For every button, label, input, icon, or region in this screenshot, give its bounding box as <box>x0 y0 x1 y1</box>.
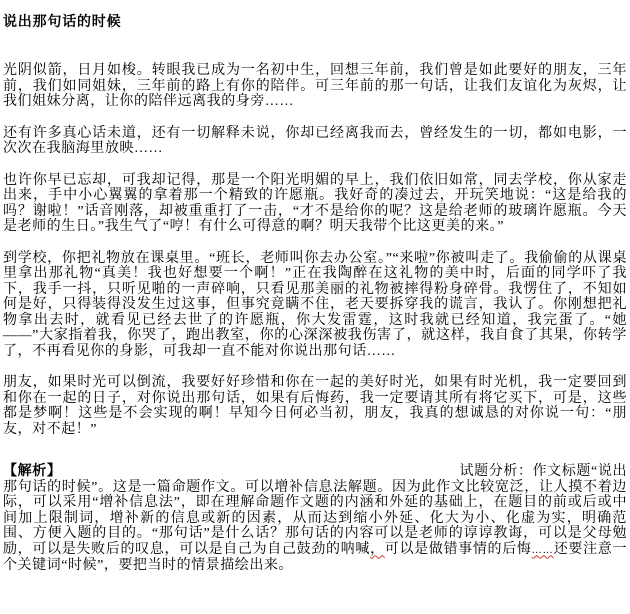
essay-paragraph-2: 还有许多真心话未道，还有一切解释未说，你却已经离我而去，曾经发生的一切，都如电影，一次次在我脑海里放映…… <box>3 125 627 156</box>
essay-paragraph-3: 也许你早已忘却，可我却记得，那是一个阳光明媚的早上，我们依旧如常，同去学校，你从家走出来，手中小心翼翼的拿着那一个精致的许愿瓶。我好奇的凑过去，开玩笑地说：“这是给我的吗？谢啦！”话音刚落，却被重重打了一击，“才不是给你的呢？这是给老师的玻璃许愿瓶。今天是老师的生日。”我生气了“哼！有什么可得意的啊？明天我带个比这更美的来。” <box>3 172 627 234</box>
analysis-spacer <box>61 474 459 475</box>
essay-paragraph-4: 到学校，你把礼物放在课桌里。“班长，老师叫你去办公室。”“来啦”你被叫走了。我偷偷的从课桌里拿出那礼物“真美！我也好想要一个啊！”正在我陶醉在这礼物的美中时，后面的同学吓了我下，我手一抖，只听见啪的一声碎响，只看见那美丽的礼物被摔得粉身碎骨。我愣住了，不知如何是好，只得装得没发生过这事，但事究竟瞒不住，老天要拆穿我的谎言，我认了。你刚想把礼物拿出去时，就看见已经去世了的许愿瓶，你大发雷霆，这时我就已经知道，我完蛋了。“她——”大家指着我，你哭了，跑出教室，你的心深深被我伤害了，就这样，我自食了其果，你转学了，不再看见你的身影，可我却一直不能对你说出那句话…… <box>3 250 627 359</box>
analysis-marked-comma: ， <box>370 541 385 557</box>
analysis-label: 【解析】 <box>3 464 62 479</box>
essay-paragraph-1: 光阴似箭，日月如梭。转眼我已成为一名初中生，回想三年前，我们曾是如此要好的朋友，三年前，我们如同姐妹，三年前的路上有你的陪伴。可三年前的那一句话，让我们友谊化为灰烬，让我们姐妹分离，让你的陪伴远离我的身旁…… <box>3 63 627 109</box>
analysis-marked-ellipsis: …… <box>531 544 554 556</box>
analysis-intro-text: 试题分析：作文标题“说出那句话的时候”。这是一篇命题作文。可以增补信息法解题。因为此作文比较宽泛，让人摸不着边际，可以采用“增补信息法”，即在理解命题作文题的内涵和外延的基础上，在题目的前或后或中间加上限制词，增补新的信息或新的因素，从而达到缩小外延、化大为小、化虚为实，明确范围、方便入题的目的。“那句话”是什么话？那句话的内容可以是老师的谆谆教诲，可以是父母勉励，可以是失败后的叹息，可以是自己为自己鼓劲的呐喊 <box>3 464 627 557</box>
essay-title: 说出那句话的时候 <box>3 15 122 30</box>
essay-paragraph-5: 朋友，如果时光可以倒流，我要好好珍惜和你在一起的美好时光，如果有时光机，我一定要回到和你在一起的日子，对你说出那句话，如果有后悔药，我一定要请其所有将它买下，可是，这些都是梦啊！这些是不会实现的啊！早知今日何必当初，朋友，我真的想诚恳的对你说一句：“朋友，对不起！” <box>3 375 627 437</box>
analysis-tail-text: 还要注意一个关键词“时候”，要把当时的情景描绘出来。 <box>3 541 628 573</box>
analysis-section <box>3 464 627 574</box>
analysis-cont-text: 可以是做错事情的后悔 <box>384 541 532 557</box>
